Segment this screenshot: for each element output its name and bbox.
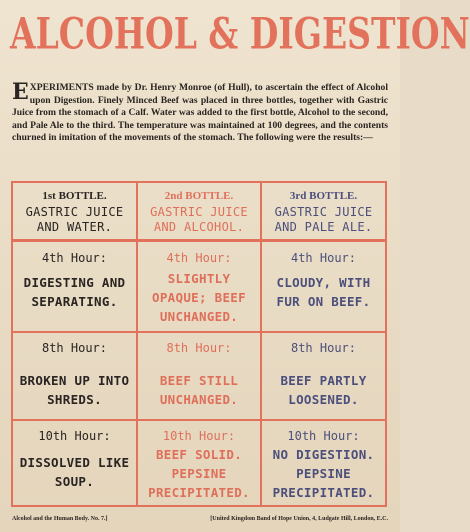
observation-line: DIGESTING AND [23,275,126,290]
observation-line: PEPSINE [296,466,351,481]
results-table [11,181,387,507]
observation-line: UNCHANGED. [159,309,239,324]
observation-line: SEPARATING. [31,294,118,309]
bottle-contents-line: AND WATER. [36,220,113,234]
observation-line: BEEF STILL [159,373,239,388]
observation-line: NO DIGESTION. [272,447,375,462]
result-cell [13,429,136,491]
observation-line: BROKEN UP INTO [19,373,130,388]
footer-publisher: [United Kingdom Band of Hope Union, 4, Ludgate Hill, London, E.C. [210,516,388,522]
observation-line: CLOUDY, WITH [276,275,371,290]
hour-label: 8th Hour: [41,341,108,355]
hour-label: 4th Hour: [166,251,232,265]
bottle-contents-line: GASTRIC JUICE [274,205,373,219]
hour-label: 8th Hour: [166,341,232,355]
bottle-contents-line: GASTRIC JUICE [150,205,248,219]
observation-line: PEPSINE [171,466,227,481]
header-cell-bottle-2 [138,190,260,235]
hour-label: 10th Hour: [38,429,111,443]
result-cell [262,251,385,311]
row-divider [13,331,385,333]
intro-text: XPERIMENTS made by Dr. Henry Monroe (of Hull), to ascertain the effect of Alcohol upon Digestion. Finely Minced Beef was placed in three bottles, together with Gastric Juice from the stomach of a Calf. Water was added to the first bottle, Alcohol to the second, and Pale Ale to the third. The temperature was maintained at 100 degrees, and the contents churned in imitation of the movements of the stomach. The following were the results:— [12,82,388,144]
result-cell [138,251,260,326]
hour-label: 8th Hour: [290,341,357,355]
hour-label: 4th Hour: [290,251,357,265]
bottle-contents-line: AND ALCOHOL. [153,220,245,234]
footer-series-label: Alcohol and the Human Body. No. 7.] [12,516,108,522]
observation-line: PRECIPITATED. [148,485,250,500]
result-cell [13,251,136,311]
intro-dropcap: E [12,79,29,105]
intro-paragraph [12,79,388,145]
bottle-label: 3rd BOTTLE. [289,190,358,202]
result-cell [262,429,385,502]
observation-line: LOOSENED. [288,392,359,407]
observation-line: BEEF PARTLY [280,373,367,388]
result-cell [138,341,260,409]
row-divider [13,419,385,421]
observation-line: SLIGHTLY [167,271,231,286]
bottle-label: 1st BOTTLE. [42,190,107,202]
header-cell-bottle-3 [262,190,385,235]
result-cell [13,341,136,409]
bottle-label: 2nd BOTTLE. [164,190,234,202]
observation-line: OPAQUE; BEEF [152,290,246,305]
observation-line: UNCHANGED. [159,392,239,407]
hour-label: 10th Hour: [162,429,236,443]
observation-line: PRECIPITATED. [272,485,375,500]
bottle-contents-line: AND PALE ALE. [274,220,373,234]
bottle-contents-line: GASTRIC JUICE [25,205,124,219]
result-cell [138,429,260,502]
header-cell-bottle-1 [13,190,136,235]
observation-line: SHREDS. [47,392,102,407]
observation-line: BEEF SOLID. [155,447,243,462]
row-divider [13,239,385,242]
observation-line: FUR ON BEEF. [276,294,371,309]
poster-title: ALCOHOL & DIGESTION [10,8,470,59]
hour-label: 4th Hour: [41,251,108,265]
result-cell [262,341,385,409]
observation-line: SOUP. [54,474,95,489]
hour-label: 10th Hour: [287,429,360,443]
observation-line: DISSOLVED LIKE [19,455,130,470]
